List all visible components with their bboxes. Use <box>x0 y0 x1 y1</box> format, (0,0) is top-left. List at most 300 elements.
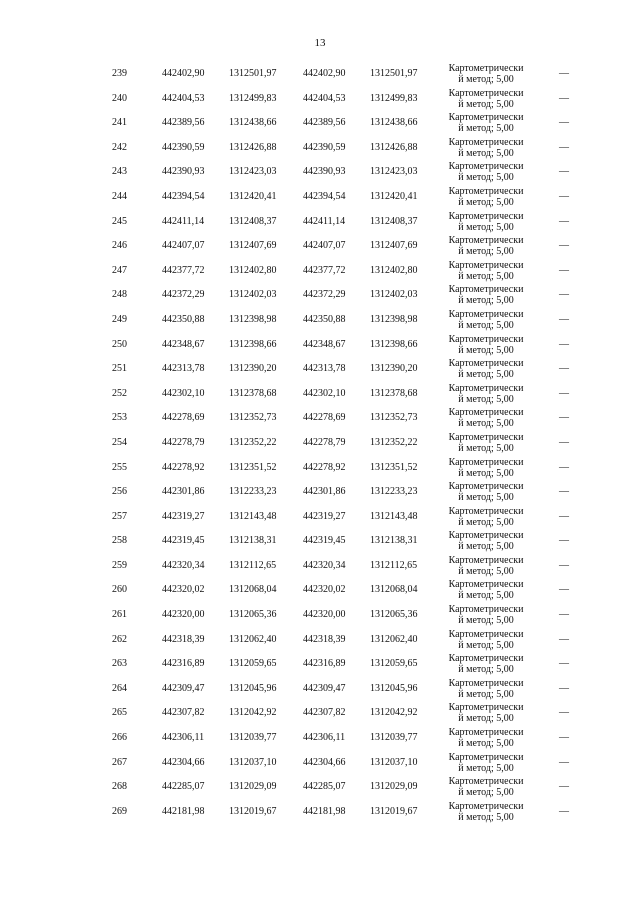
new-y: 1312068,04 <box>370 584 418 596</box>
new-x: 442319,45 <box>303 535 346 547</box>
new-y: 1312037,10 <box>370 756 418 768</box>
new-x: 442309,47 <box>303 682 346 694</box>
method-line-1: Картометрически <box>448 677 524 689</box>
point-number: 260 <box>112 584 127 596</box>
method-line-1: Картометрически <box>448 751 524 763</box>
point-number: 255 <box>112 461 127 473</box>
method-line-2: й метод; 5,00 <box>458 713 514 725</box>
table-row <box>100 751 580 776</box>
description-dash: — <box>559 141 569 153</box>
new-x: 442316,89 <box>303 658 346 670</box>
existing-x: 442307,82 <box>162 707 205 719</box>
method-line-1: Картометрически <box>448 776 524 788</box>
table-row <box>100 283 580 308</box>
description-dash: — <box>559 658 569 670</box>
new-y: 1312407,69 <box>370 240 418 252</box>
new-x: 442350,88 <box>303 313 346 325</box>
existing-y: 1312068,04 <box>229 584 277 596</box>
method-accuracy <box>436 678 536 703</box>
method-line-2: й метод; 5,00 <box>458 590 514 602</box>
method-line-2: й метод; 5,00 <box>458 565 514 577</box>
description-dash: — <box>559 584 569 596</box>
method-accuracy <box>436 358 536 383</box>
new-x: 442307,82 <box>303 707 346 719</box>
existing-x: 442404,53 <box>162 92 205 104</box>
method-accuracy <box>436 555 536 580</box>
new-x: 442319,27 <box>303 510 346 522</box>
point-number: 257 <box>112 510 127 522</box>
description-dash: — <box>559 633 569 645</box>
existing-x: 442320,00 <box>162 609 205 621</box>
existing-x: 442285,07 <box>162 781 205 793</box>
new-y: 1312143,48 <box>370 510 418 522</box>
existing-x: 442319,45 <box>162 535 205 547</box>
method-line-1: Картометрически <box>448 112 524 124</box>
new-x: 442306,11 <box>303 732 346 744</box>
method-accuracy <box>436 604 536 629</box>
table-row <box>100 308 580 333</box>
point-number: 241 <box>112 117 127 129</box>
new-x: 442402,90 <box>303 68 346 79</box>
existing-y: 1312402,80 <box>229 264 277 276</box>
new-y: 1312065,36 <box>370 609 418 621</box>
new-y: 1312438,66 <box>370 117 418 129</box>
description-dash: — <box>559 313 569 325</box>
existing-x: 442377,72 <box>162 264 205 276</box>
point-number: 243 <box>112 166 127 178</box>
method-accuracy <box>436 457 536 482</box>
new-y: 1312062,40 <box>370 633 418 645</box>
method-accuracy <box>436 383 536 408</box>
method-line-1: Картометрически <box>448 210 524 222</box>
method-line-2: й метод; 5,00 <box>458 688 514 700</box>
existing-x: 442411,14 <box>162 215 205 227</box>
description-dash: — <box>559 92 569 104</box>
description-dash: — <box>559 682 569 694</box>
point-number: 256 <box>112 486 127 498</box>
new-x: 442348,67 <box>303 338 346 350</box>
table-row <box>100 652 580 677</box>
method-line-2: й метод; 5,00 <box>458 295 514 307</box>
new-y: 1312138,31 <box>370 535 418 547</box>
existing-y: 1312039,77 <box>229 732 277 744</box>
table-row <box>100 382 580 407</box>
existing-x: 442278,69 <box>162 412 205 424</box>
method-line-2: й метод; 5,00 <box>458 664 514 676</box>
method-line-2: й метод; 5,00 <box>458 319 514 331</box>
point-number: 251 <box>112 363 127 375</box>
new-x: 442278,69 <box>303 412 346 424</box>
method-line-1: Картометрически <box>448 481 524 493</box>
existing-y: 1312029,09 <box>229 781 277 793</box>
method-accuracy <box>436 235 536 260</box>
method-line-1: Картометрически <box>448 382 524 394</box>
existing-y: 1312233,23 <box>229 486 277 498</box>
new-y: 1312408,37 <box>370 215 418 227</box>
table-row <box>100 431 580 456</box>
description-dash: — <box>559 756 569 768</box>
description-dash: — <box>559 338 569 350</box>
method-line-2: й метод; 5,00 <box>458 221 514 233</box>
point-number: 263 <box>112 658 127 670</box>
method-line-2: й метод; 5,00 <box>458 172 514 184</box>
method-line-2: й метод; 5,00 <box>458 196 514 208</box>
description-dash: — <box>559 781 569 793</box>
table-row <box>100 726 580 751</box>
new-y: 1312019,67 <box>370 805 418 817</box>
table-row <box>100 111 580 136</box>
method-accuracy <box>436 309 536 334</box>
existing-x: 442407,07 <box>162 240 205 252</box>
description-dash: — <box>559 805 569 817</box>
description-dash: — <box>559 609 569 621</box>
new-x: 442411,14 <box>303 215 346 227</box>
method-line-1: Картометрически <box>448 358 524 370</box>
method-accuracy <box>436 776 536 801</box>
method-line-2: й метод; 5,00 <box>458 246 514 258</box>
description-dash: — <box>559 559 569 571</box>
point-number: 250 <box>112 338 127 350</box>
table-row <box>100 505 580 530</box>
method-line-1: Картометрически <box>448 800 524 812</box>
new-y: 1312420,41 <box>370 190 418 202</box>
method-line-1: Картометрически <box>448 136 524 148</box>
method-line-2: й метод; 5,00 <box>458 147 514 159</box>
table-row <box>100 160 580 185</box>
new-x: 442278,92 <box>303 461 346 473</box>
existing-y: 1312059,65 <box>229 658 277 670</box>
method-accuracy <box>436 161 536 186</box>
method-line-2: й метод; 5,00 <box>458 418 514 430</box>
new-x: 442313,78 <box>303 363 346 375</box>
method-line-1: Картометрически <box>448 505 524 517</box>
new-x: 442181,98 <box>303 805 346 817</box>
method-line-2: й метод; 5,00 <box>458 270 514 282</box>
method-accuracy <box>436 506 536 531</box>
new-x: 442301,86 <box>303 486 346 498</box>
new-x: 442372,29 <box>303 289 346 301</box>
method-accuracy <box>436 63 536 88</box>
new-y: 1312501,97 <box>370 68 418 79</box>
new-x: 442394,54 <box>303 190 346 202</box>
method-accuracy <box>436 801 536 826</box>
page-number: 13 <box>314 37 326 49</box>
new-y: 1312059,65 <box>370 658 418 670</box>
method-line-1: Картометрически <box>448 161 524 173</box>
method-accuracy <box>436 137 536 162</box>
method-line-2: й метод; 5,00 <box>458 98 514 110</box>
method-line-1: Картометрически <box>448 727 524 739</box>
existing-y: 1312019,67 <box>229 805 277 817</box>
new-x: 442278,79 <box>303 436 346 448</box>
method-line-1: Картометрически <box>448 456 524 468</box>
existing-y: 1312402,03 <box>229 289 277 301</box>
method-line-1: Картометрически <box>448 628 524 640</box>
existing-x: 442390,59 <box>162 141 205 153</box>
point-number: 262 <box>112 633 127 645</box>
method-line-1: Картометрически <box>448 530 524 542</box>
new-x: 442390,93 <box>303 166 346 178</box>
new-x: 442407,07 <box>303 240 346 252</box>
new-y: 1312398,98 <box>370 313 418 325</box>
point-number: 265 <box>112 707 127 719</box>
existing-y: 1312062,40 <box>229 633 277 645</box>
method-accuracy <box>436 653 536 678</box>
method-accuracy <box>436 284 536 309</box>
description-dash: — <box>559 535 569 547</box>
method-accuracy <box>436 629 536 654</box>
existing-x: 442372,29 <box>162 289 205 301</box>
new-y: 1312233,23 <box>370 486 418 498</box>
method-line-1: Картометрически <box>448 579 524 591</box>
method-accuracy <box>436 432 536 457</box>
method-accuracy <box>436 702 536 727</box>
existing-y: 1312112,65 <box>229 559 277 571</box>
existing-x: 442278,92 <box>162 461 205 473</box>
point-number: 239 <box>112 68 127 79</box>
existing-x: 442389,56 <box>162 117 205 129</box>
table-row <box>100 480 580 505</box>
existing-y: 1312407,69 <box>229 240 277 252</box>
existing-x: 442316,89 <box>162 658 205 670</box>
method-accuracy <box>436 579 536 604</box>
table-row <box>100 554 580 579</box>
existing-y: 1312408,37 <box>229 215 277 227</box>
existing-y: 1312420,41 <box>229 190 277 202</box>
table-row <box>100 578 580 603</box>
new-y: 1312423,03 <box>370 166 418 178</box>
table-row <box>100 259 580 284</box>
method-accuracy <box>436 727 536 752</box>
method-line-1: Картометрически <box>448 63 524 74</box>
new-y: 1312499,83 <box>370 92 418 104</box>
method-accuracy <box>436 88 536 113</box>
method-line-2: й метод; 5,00 <box>458 787 514 799</box>
method-line-1: Картометрически <box>448 87 524 99</box>
description-dash: — <box>559 486 569 498</box>
table-row <box>100 62 580 87</box>
description-dash: — <box>559 190 569 202</box>
method-line-2: й метод; 5,00 <box>458 615 514 627</box>
method-accuracy <box>436 211 536 236</box>
method-accuracy <box>436 260 536 285</box>
existing-x: 442320,02 <box>162 584 205 596</box>
method-line-2: й метод; 5,00 <box>458 541 514 553</box>
existing-x: 442394,54 <box>162 190 205 202</box>
new-y: 1312398,66 <box>370 338 418 350</box>
method-accuracy <box>436 407 536 432</box>
existing-x: 442313,78 <box>162 363 205 375</box>
method-line-1: Картометрически <box>448 604 524 616</box>
method-line-1: Картометрически <box>448 333 524 345</box>
new-x: 442377,72 <box>303 264 346 276</box>
table-row <box>100 456 580 481</box>
point-number: 261 <box>112 609 127 621</box>
point-number: 259 <box>112 559 127 571</box>
description-dash: — <box>559 240 569 252</box>
existing-y: 1312352,73 <box>229 412 277 424</box>
method-line-2: й метод; 5,00 <box>458 516 514 528</box>
new-x: 442285,07 <box>303 781 346 793</box>
method-accuracy <box>436 112 536 137</box>
table-row <box>100 701 580 726</box>
table-row <box>100 234 580 259</box>
point-number: 246 <box>112 240 127 252</box>
existing-y: 1312045,96 <box>229 682 277 694</box>
table-row <box>100 87 580 112</box>
table-row <box>100 333 580 358</box>
method-line-1: Картометрически <box>448 554 524 566</box>
existing-y: 1312037,10 <box>229 756 277 768</box>
existing-y: 1312501,97 <box>229 68 277 79</box>
table-row <box>100 603 580 628</box>
method-line-2: й метод; 5,00 <box>458 738 514 750</box>
new-y: 1312352,73 <box>370 412 418 424</box>
coordinates-table <box>100 62 580 824</box>
description-dash: — <box>559 732 569 744</box>
table-row <box>100 529 580 554</box>
table-row <box>100 775 580 800</box>
new-y: 1312042,92 <box>370 707 418 719</box>
point-number: 268 <box>112 781 127 793</box>
existing-x: 442304,66 <box>162 756 205 768</box>
point-number: 266 <box>112 732 127 744</box>
method-line-1: Картометрически <box>448 284 524 296</box>
new-x: 442320,00 <box>303 609 346 621</box>
existing-x: 442390,93 <box>162 166 205 178</box>
method-line-2: й метод; 5,00 <box>458 811 514 823</box>
new-y: 1312378,68 <box>370 387 418 399</box>
new-x: 442320,34 <box>303 559 346 571</box>
method-line-1: Картометрически <box>448 185 524 197</box>
new-y: 1312039,77 <box>370 732 418 744</box>
method-line-2: й метод; 5,00 <box>458 442 514 454</box>
table-row <box>100 677 580 702</box>
existing-x: 442278,79 <box>162 436 205 448</box>
new-x: 442404,53 <box>303 92 346 104</box>
method-line-1: Картометрически <box>448 308 524 320</box>
point-number: 254 <box>112 436 127 448</box>
table-row <box>100 628 580 653</box>
existing-x: 442319,27 <box>162 510 205 522</box>
new-x: 442318,39 <box>303 633 346 645</box>
new-y: 1312045,96 <box>370 682 418 694</box>
point-number: 245 <box>112 215 127 227</box>
existing-y: 1312499,83 <box>229 92 277 104</box>
existing-x: 442309,47 <box>162 682 205 694</box>
method-line-2: й метод; 5,00 <box>458 123 514 135</box>
description-dash: — <box>559 363 569 375</box>
description-dash: — <box>559 412 569 424</box>
point-number: 244 <box>112 190 127 202</box>
description-dash: — <box>559 289 569 301</box>
description-dash: — <box>559 387 569 399</box>
method-line-2: й метод; 5,00 <box>458 492 514 504</box>
method-accuracy <box>436 334 536 359</box>
method-line-1: Картометрически <box>448 653 524 665</box>
point-number: 252 <box>112 387 127 399</box>
existing-y: 1312438,66 <box>229 117 277 129</box>
existing-y: 1312138,31 <box>229 535 277 547</box>
existing-y: 1312423,03 <box>229 166 277 178</box>
existing-y: 1312398,66 <box>229 338 277 350</box>
description-dash: — <box>559 68 569 79</box>
existing-y: 1312398,98 <box>229 313 277 325</box>
method-accuracy <box>436 481 536 506</box>
new-y: 1312112,65 <box>370 559 418 571</box>
new-y: 1312402,03 <box>370 289 418 301</box>
new-x: 442304,66 <box>303 756 346 768</box>
method-line-2: й метод; 5,00 <box>458 762 514 774</box>
method-line-2: й метод; 5,00 <box>458 639 514 651</box>
new-y: 1312352,22 <box>370 436 418 448</box>
point-number: 249 <box>112 313 127 325</box>
method-accuracy <box>436 186 536 211</box>
existing-y: 1312390,20 <box>229 363 277 375</box>
new-x: 442320,02 <box>303 584 346 596</box>
method-line-2: й метод; 5,00 <box>458 369 514 381</box>
existing-x: 442302,10 <box>162 387 205 399</box>
existing-y: 1312352,22 <box>229 436 277 448</box>
point-number: 253 <box>112 412 127 424</box>
description-dash: — <box>559 510 569 522</box>
method-line-2: й метод; 5,00 <box>458 467 514 479</box>
existing-x: 442348,67 <box>162 338 205 350</box>
point-number: 258 <box>112 535 127 547</box>
method-line-1: Картометрически <box>448 702 524 714</box>
existing-x: 442350,88 <box>162 313 205 325</box>
method-line-2: й метод; 5,00 <box>458 393 514 405</box>
point-number: 264 <box>112 682 127 694</box>
existing-y: 1312143,48 <box>229 510 277 522</box>
new-y: 1312029,09 <box>370 781 418 793</box>
description-dash: — <box>559 461 569 473</box>
method-line-1: Картометрически <box>448 259 524 271</box>
point-number: 267 <box>112 756 127 768</box>
existing-x: 442320,34 <box>162 559 205 571</box>
new-x: 442389,56 <box>303 117 346 129</box>
existing-x: 442181,98 <box>162 805 205 817</box>
new-y: 1312402,80 <box>370 264 418 276</box>
description-dash: — <box>559 264 569 276</box>
table-row <box>100 357 580 382</box>
description-dash: — <box>559 436 569 448</box>
description-dash: — <box>559 215 569 227</box>
existing-y: 1312378,68 <box>229 387 277 399</box>
new-y: 1312390,20 <box>370 363 418 375</box>
existing-y: 1312065,36 <box>229 609 277 621</box>
table-row <box>100 406 580 431</box>
description-dash: — <box>559 117 569 129</box>
method-line-2: й метод; 5,00 <box>458 344 514 356</box>
method-line-1: Картометрически <box>448 407 524 419</box>
existing-x: 442318,39 <box>162 633 205 645</box>
existing-x: 442306,11 <box>162 732 205 744</box>
point-number: 269 <box>112 805 127 817</box>
point-number: 248 <box>112 289 127 301</box>
new-x: 442390,59 <box>303 141 346 153</box>
method-line-2: й метод; 5,00 <box>458 74 514 85</box>
new-x: 442302,10 <box>303 387 346 399</box>
table-row <box>100 800 580 825</box>
new-y: 1312351,52 <box>370 461 418 473</box>
existing-y: 1312426,88 <box>229 141 277 153</box>
new-y: 1312426,88 <box>370 141 418 153</box>
point-number: 240 <box>112 92 127 104</box>
method-line-1: Картометрически <box>448 431 524 443</box>
table-row <box>100 136 580 161</box>
description-dash: — <box>559 166 569 178</box>
